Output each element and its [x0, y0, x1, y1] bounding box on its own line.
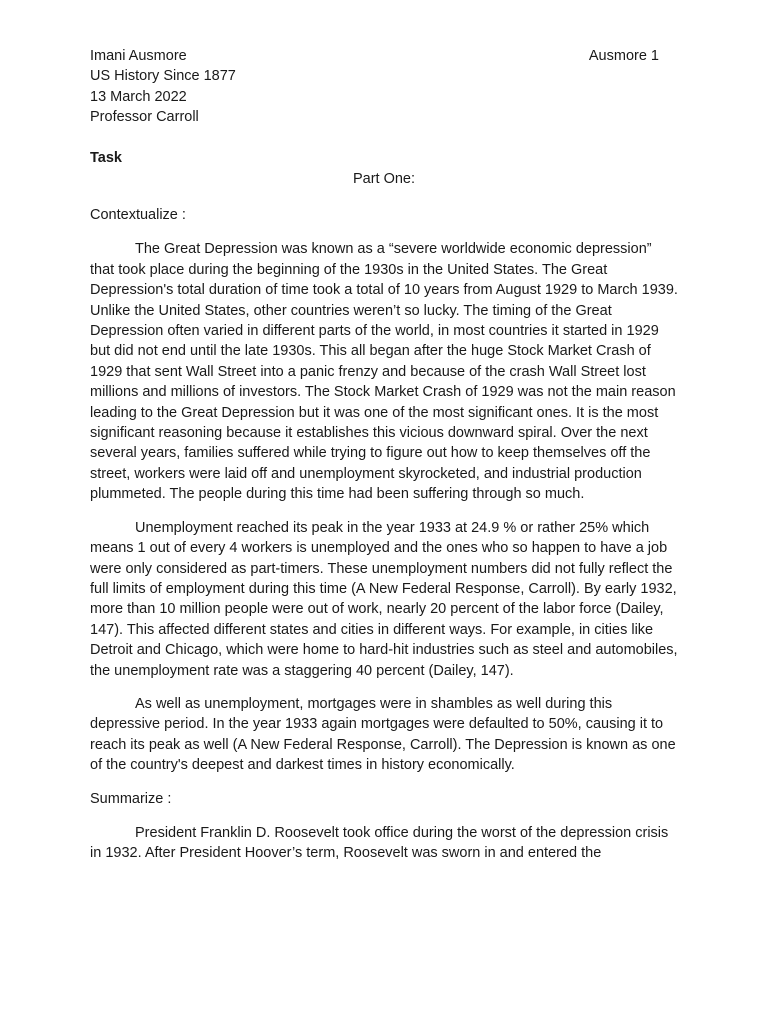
body-text [90, 205, 678, 877]
task-heading: Task [90, 150, 122, 166]
page-number-header: Ausmore 1 [588, 48, 659, 64]
paragraph-roosevelt: President Franklin D. Roosevelt took office during the worst of the depression crisis in 1932. After President Hoover’s term, Roosevelt was sworn in and entered the [90, 824, 669, 862]
document-date: 13 March 2022 [90, 88, 187, 105]
paragraph-unemployment: Unemployment reached its peak in the year 1933 at 24.9 % or rather 25% which means 1 out of every 4 workers is unemployed and the ones who so happen to have a job were only considered as part-timers. These unemployment numbers did not fully reflect the full limits of employment during this time (A New Federal Response, Carroll). By early 1932, more than 10 million people were out of work, nearly 20 percent of the labor force (Dailey, 147). This affected different states and cities in different ways. For example, in cities like Detroit and Chicago, which were home to hard-hit industries such as steel and automobiles, the unemployment rate was a staggering 40 percent (Dailey, 147). [90, 519, 678, 679]
summarize-label: Summarize : [90, 790, 172, 807]
paragraph-mortgages: As well as unemployment, mortgages were in shambles as well during this depressive period. In the year 1933 again mortgages were defaulted to 50%, causing it to reach its peak as well (A New Federal Response, Carroll). The Depression is known as one of the country's deepest and darkest times in history economically. [90, 695, 676, 774]
course-name: US History Since 1877 [90, 68, 236, 85]
part-heading: Part One: [352, 171, 416, 187]
heading-block [90, 46, 236, 128]
paragraph-great-depression: The Great Depression was known as a “severe worldwide economic depression” that took place during the beginning of the 1930s in the United States. The Great Depression's total duration of time took a total of 10 years from August 1929 to March 1939. Unlike the United States, other countries weren’t so lucky. The timing of the Great Depression often varied in different parts of the world, in most countries it started in 1929 but did not end until the late 1930s. This all began after the huge Stock Market Crash of 1929 that sent Wall Street into a panic frenzy and because of the crash Wall Street lost millions and millions of investors. The Stock Market Crash of 1929 was not the main reason leading to the Great Depression but it was one of the most significant ones. It is the most significant reasoning because it establishes this vicious downward spiral. Over the next several years, families suffered while trying to figure out how to keep themselves off the street, workers were laid off and unemployment skyrocketed, and industrial production plummeted. The people during this time had been suffering through so much. [90, 241, 678, 503]
professor-name: Professor Carroll [90, 109, 199, 126]
contextualize-label: Contextualize : [90, 207, 186, 223]
author-name: Imani Ausmore [90, 48, 187, 64]
